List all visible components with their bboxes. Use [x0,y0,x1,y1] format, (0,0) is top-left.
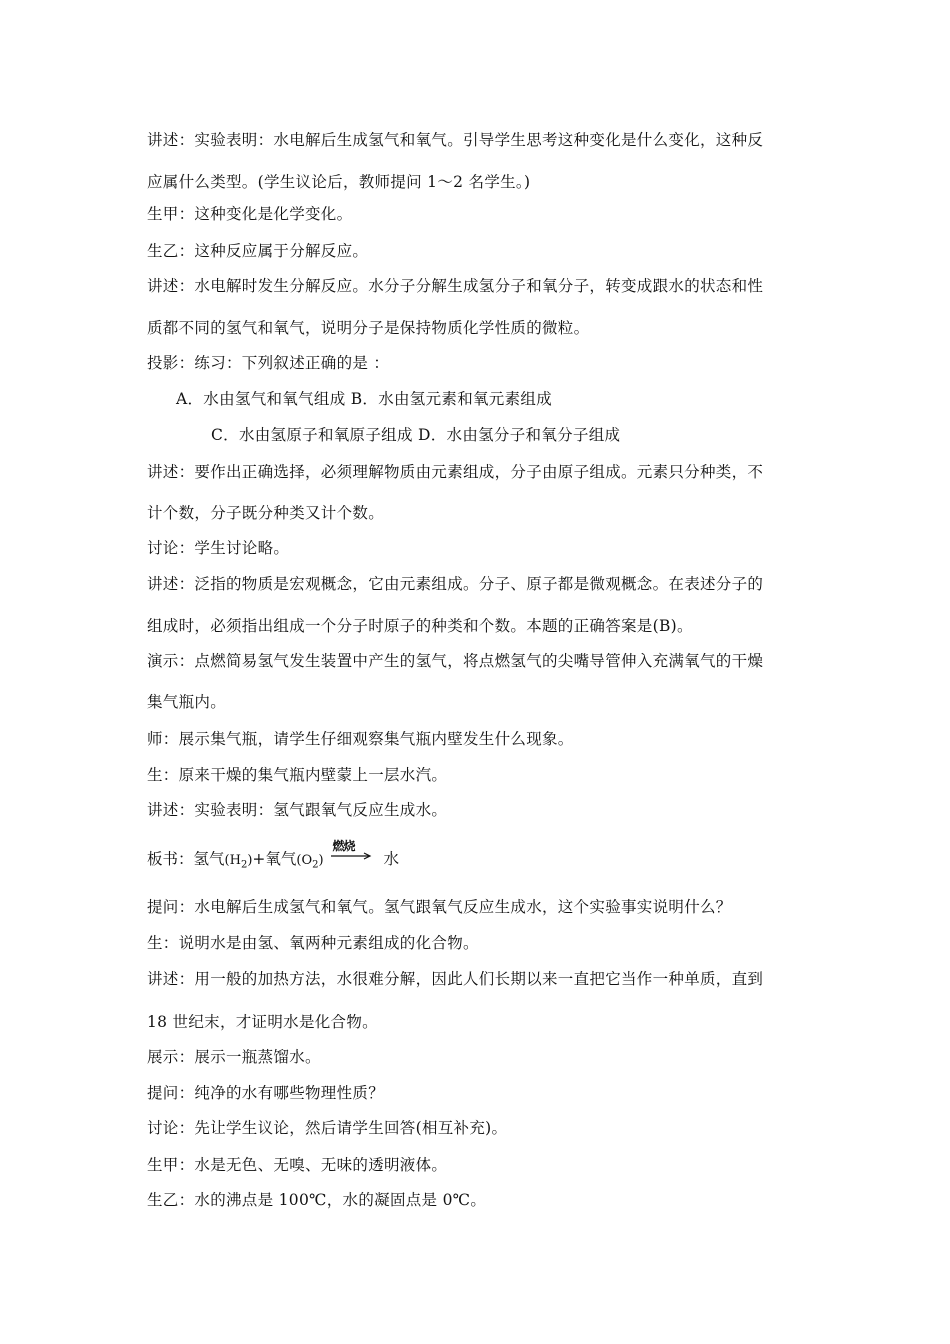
text-line: 生：原来干燥的集气瓶内壁蒙上一层水汽。 [147,766,448,784]
text-line: 18 世纪末，才证明水是化合物。 [147,1013,378,1031]
text-line: 投影：练习：下列叙述正确的是 ： [147,354,390,372]
text-line: 生甲：水是无色、无嗅、无味的透明液体。 [147,1156,448,1174]
text-line: 计个数，分子既分种类又计个数。 [147,504,385,522]
text-line: 师：展示集气瓶，请学生仔细观察集气瓶内壁发生什么现象。 [147,730,574,748]
text-line: 集气瓶内。 [147,693,227,711]
reactant-oxygen: +氧气 [252,850,297,868]
text-line: 讲述：水电解时发生分解反应。水分子分解生成氢分子和氧分子，转变成跟水的状态和性 [147,277,764,295]
reaction-arrow [331,839,375,864]
text-line: 应属什么类型。(学生议论后，教师提问 1～2 名学生。) [147,173,531,191]
h2-formula: $(H_2)$ [224,853,253,871]
text-line: 讨论：先让学生议论，然后请学生回答(相互补充)。 [147,1119,508,1137]
text-line: 讲述：实验表明：氢气跟氧气反应生成水。 [147,801,448,819]
o2-formula: $(O_2)$ [296,853,324,871]
text-line: 生：说明水是由氢、氧两种元素组成的化合物。 [147,934,479,952]
product-water: 水 [383,850,399,868]
text-line: 提问：纯净的水有哪些物理性质？ [147,1084,385,1102]
text-line: 生乙：水的沸点是 100℃，水的凝固点是 0℃。 [147,1191,487,1209]
arrow-icon [331,852,375,860]
text-line: 讨论：学生讨论略。 [147,539,290,557]
option-row-cd: C．水由氢原子和氧原子组成 D．水由氢分子和氧分子组成 [211,426,621,444]
text-line: 生乙：这种反应属于分解反应。 [147,242,369,260]
text-line: 展示：展示一瓶蒸馏水。 [147,1048,321,1066]
text-line: 组成时，必须指出组成一个分子时原子的种类和个数。本题的正确答案是(B)。 [147,617,693,635]
text-line: 生甲：这种变化是化学变化。 [147,205,353,223]
board-equation [147,839,399,871]
text-line: 讲述：实验表明：水电解后生成氢气和氧气。引导学生思考这种变化是什么变化，这种反 [147,131,764,149]
text-line: 讲述：用一般的加热方法，水很难分解，因此人们长期以来一直把它当作一种单质，直到 [147,970,764,988]
reactant-hydrogen: 氢气 [193,850,225,868]
reaction-condition: 燃烧 [332,839,355,853]
text-line: 讲述：要作出正确选择，必须理解物质由元素组成，分子由原子组成。元素只分种类，不 [147,463,764,481]
option-row-ab: A．水由氢气和氧气组成 B．水由氢元素和氧元素组成 [176,390,553,408]
text-line: 提问：水电解后生成氢气和氧气。氢气跟氧气反应生成水，这个实验事实说明什么？ [147,898,732,916]
text-line: 演示：点燃简易氢气发生装置中产生的氢气，将点燃氢气的尖嘴导管伸入充满氧气的干燥 [147,652,764,670]
text-line: 质都不同的氢气和氧气，说明分子是保持物质化学性质的微粒。 [147,319,590,337]
text-line: 讲述：泛指的物质是宏观概念，它由元素组成。分子、原子都是微观概念。在表述分子的 [147,575,764,593]
board-prefix: 板书： [147,850,194,868]
